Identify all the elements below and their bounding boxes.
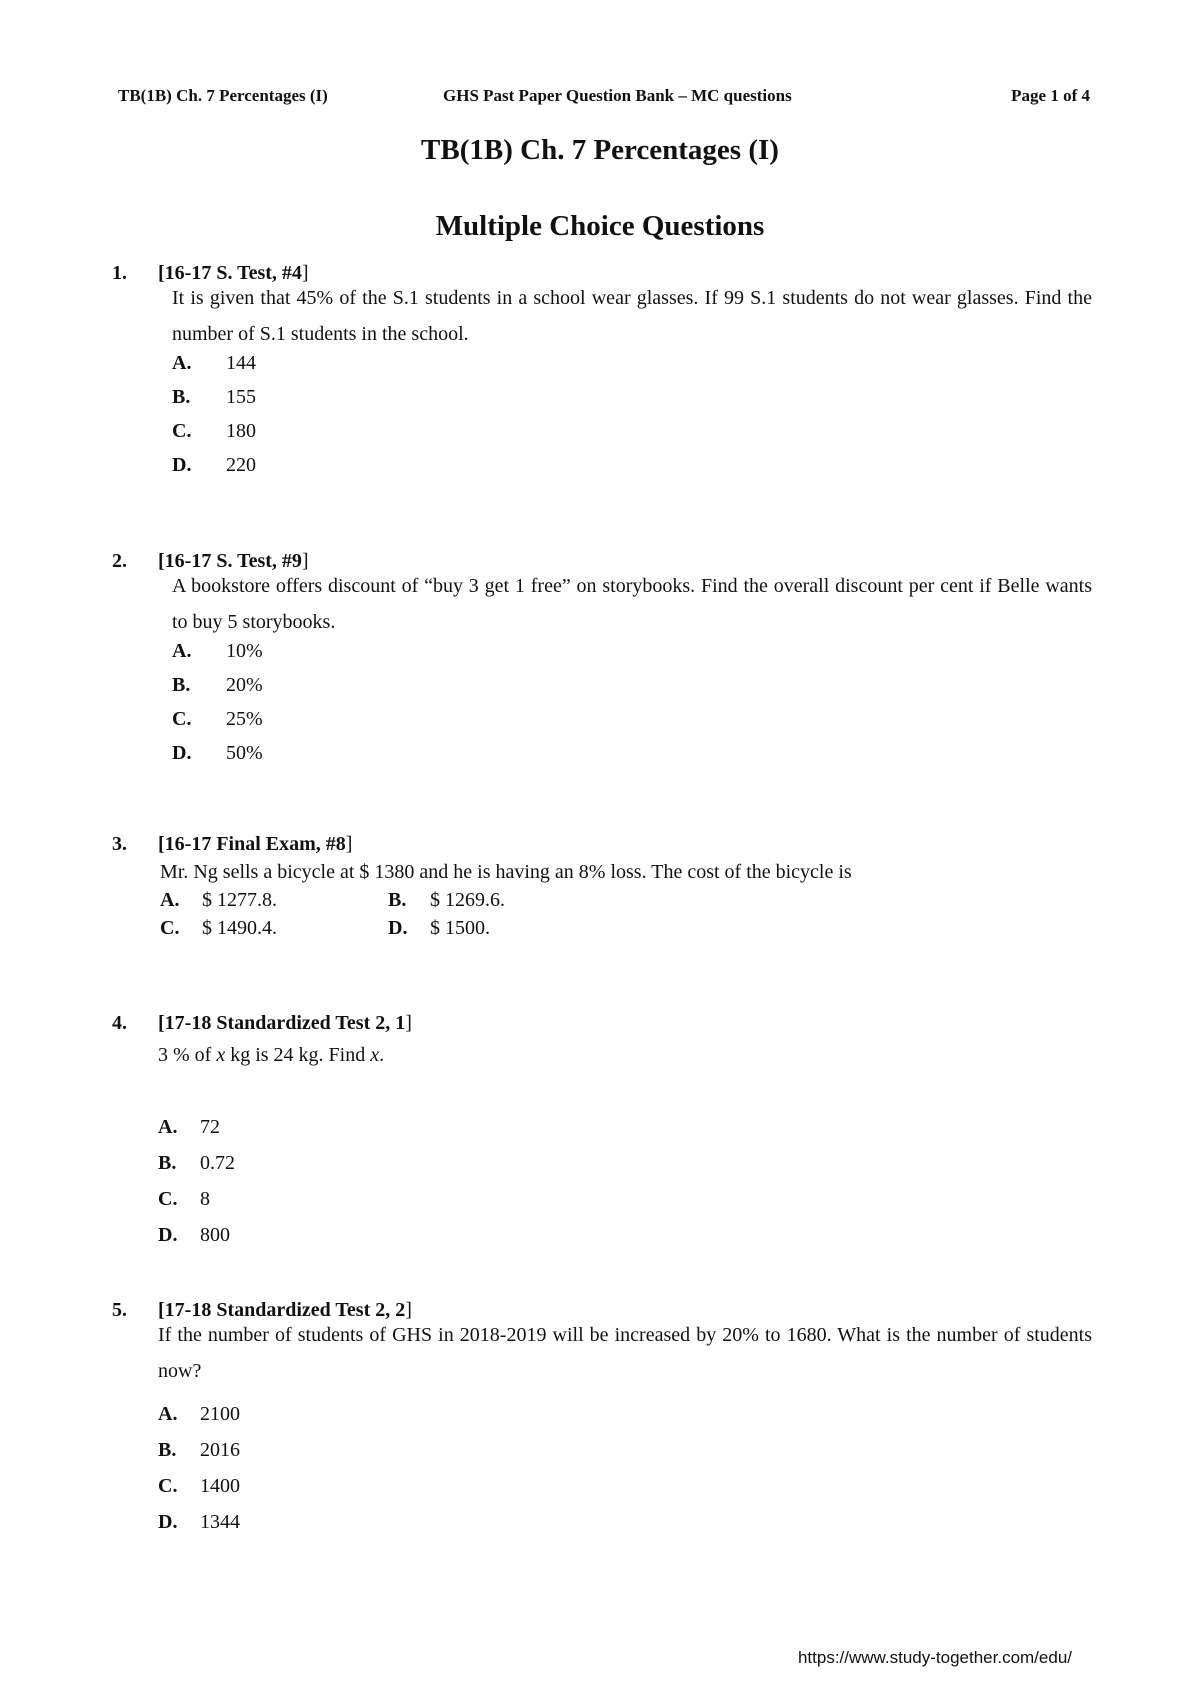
question-source: [17-18 Standardized Test 2, 1 <box>158 1012 406 1034</box>
option-b <box>158 1152 235 1175</box>
option-letter: B. <box>388 889 407 911</box>
bracket: ] <box>301 262 309 284</box>
option-text: 72 <box>200 1116 220 1138</box>
option-c <box>172 708 263 731</box>
option-b <box>158 1439 240 1462</box>
option-letter: A. <box>172 352 192 374</box>
question-source: [16-17 S. Test, #9 <box>158 550 302 572</box>
bracket: ] <box>345 833 353 855</box>
question-source: [16-17 Final Exam, #8 <box>158 833 346 855</box>
question-stem: If the number of students of GHS in 2018-2019 will be increased by 20% to 1680. What is the number of students now? <box>158 1324 1092 1382</box>
option-letter: D. <box>172 454 192 476</box>
option-c <box>158 1475 240 1498</box>
option-text: 220 <box>226 454 256 476</box>
option-letter: D. <box>172 742 192 764</box>
option-letter: A. <box>160 889 180 911</box>
question-header <box>112 833 352 856</box>
option-text: 800 <box>200 1224 230 1246</box>
option-letter: D. <box>158 1511 178 1533</box>
question-number: 5. <box>112 1299 127 1321</box>
option-letter: C. <box>160 917 180 939</box>
option-a <box>160 889 277 912</box>
option-letter: A. <box>158 1403 178 1425</box>
option-b <box>172 674 263 697</box>
header-center: GHS Past Paper Question Bank – MC questions <box>443 86 792 105</box>
question-number: 2. <box>112 550 127 572</box>
variable-x: x <box>216 1044 226 1066</box>
option-text: 180 <box>226 420 256 442</box>
option-text: 0.72 <box>200 1152 235 1174</box>
question-header <box>112 1012 412 1035</box>
option-letter: C. <box>172 420 192 442</box>
option-text: 1400 <box>200 1475 240 1497</box>
option-letter: B. <box>172 674 191 696</box>
question-number: 1. <box>112 262 127 284</box>
question-stem <box>158 1044 384 1067</box>
option-letter: C. <box>172 708 192 730</box>
option-text: 1344 <box>200 1511 240 1533</box>
option-letter: C. <box>158 1475 178 1497</box>
option-d <box>388 917 490 940</box>
option-d <box>172 742 263 765</box>
option-text: 144 <box>226 352 256 374</box>
question-number: 4. <box>112 1012 127 1034</box>
question-stem: It is given that 45% of the S.1 students in a school wear glasses. If 99 S.1 students do not wear glasses. Find the number of S.1 students in the school. <box>172 287 1092 345</box>
option-text: $ 1490.4. <box>202 917 277 939</box>
stem-part: kg is 24 kg. Find <box>225 1044 371 1066</box>
option-d <box>158 1224 230 1247</box>
option-text: $ 1500. <box>430 917 490 939</box>
stem-part: 3 % of <box>158 1044 217 1066</box>
option-a <box>158 1116 220 1139</box>
footer-url-link[interactable]: https://www.study-together.com/edu/ <box>797 1648 1072 1667</box>
option-text: 155 <box>226 386 256 408</box>
option-d <box>158 1511 240 1534</box>
option-c <box>160 917 277 940</box>
option-b <box>172 386 256 409</box>
option-letter: A. <box>172 640 192 662</box>
option-letter: B. <box>158 1439 177 1461</box>
header-page-number: Page 1 of 4 <box>1011 86 1090 105</box>
question-stem: A bookstore offers discount of “buy 3 get 1 free” on storybooks. Find the overall discount per cent if Belle wants to buy 5 storybooks. <box>172 575 1092 633</box>
option-text: 2100 <box>200 1403 240 1425</box>
option-text: 20% <box>226 674 263 696</box>
header-left: TB(1B) Ch. 7 Percentages (I) <box>118 86 328 105</box>
option-text: $ 1277.8. <box>202 889 277 911</box>
option-letter: C. <box>158 1188 178 1210</box>
option-text: 8 <box>200 1188 210 1210</box>
option-a <box>158 1403 240 1426</box>
stem-part: . <box>379 1044 385 1066</box>
option-text: 25% <box>226 708 263 730</box>
option-b <box>388 889 505 912</box>
option-text: $ 1269.6. <box>430 889 505 911</box>
option-a <box>172 352 256 375</box>
option-letter: D. <box>158 1224 178 1246</box>
variable-x: x <box>370 1044 380 1066</box>
page-title: TB(1B) Ch. 7 Percentages (I) <box>421 134 779 166</box>
option-letter: B. <box>172 386 191 408</box>
page-subtitle: Multiple Choice Questions <box>435 210 765 242</box>
question-number: 3. <box>112 833 127 855</box>
option-text: 2016 <box>200 1439 240 1461</box>
option-letter: A. <box>158 1116 178 1138</box>
option-c <box>158 1188 210 1211</box>
option-letter: D. <box>388 917 408 939</box>
question-source: [16-17 S. Test, #4 <box>158 262 302 284</box>
option-c <box>172 420 256 443</box>
question-source: [17-18 Standardized Test 2, 2 <box>158 1299 406 1321</box>
bracket: ] <box>301 550 309 572</box>
bracket: ] <box>405 1012 412 1034</box>
option-letter: B. <box>158 1152 177 1174</box>
bracket: ] <box>405 1299 412 1321</box>
option-text: 10% <box>226 640 263 662</box>
option-d <box>172 454 256 477</box>
question-stem: Mr. Ng sells a bicycle at $ 1380 and he is having an 8% loss. The cost of the bicycle is <box>160 861 852 883</box>
option-a <box>172 640 263 663</box>
option-text: 50% <box>226 742 263 764</box>
